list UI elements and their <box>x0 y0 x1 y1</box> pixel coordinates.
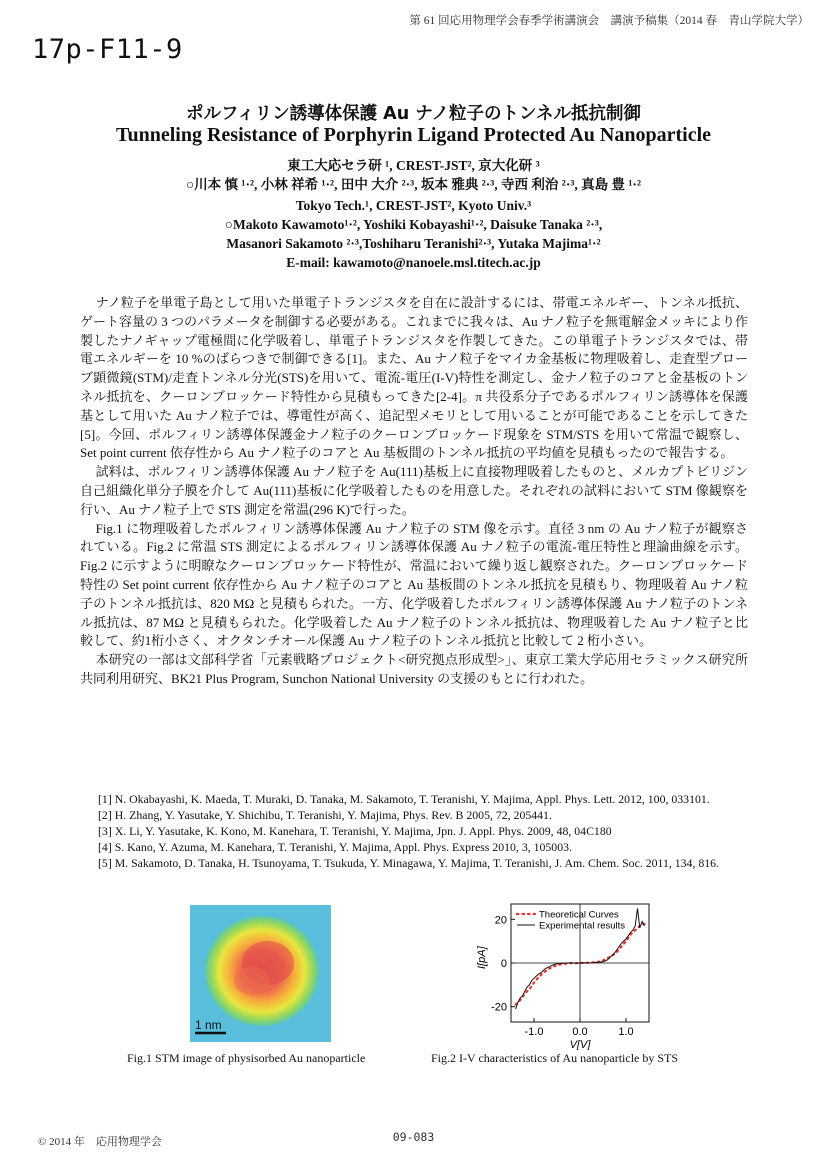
stm-image <box>190 905 331 1042</box>
reference-item: [2] H. Zhang, Y. Yasutake, Y. Shichibu, T. Teranishi, Y. Majima, Phys. Rev. B 2005, 72, 205441. <box>98 808 552 822</box>
iv-chart-figure <box>455 900 655 1050</box>
reference-item: [5] M. Sakamoto, D. Tanaka, H. Tsunoyama, T. Tsukuda, Y. Minagawa, Y. Majima, T. Teranishi, J. Am. Chem. Soc. 2011, 134, 816. <box>98 856 720 870</box>
figure1-caption: Fig.1 STM image of physisorbed Au nanoparticle <box>127 1051 366 1065</box>
authors-japanese: ○川本 慎 ¹·², 小林 祥希 ¹·², 田中 大介 ²·³, 坂本 雅典 ²·³, 寺西 利治 ²·³, 真島 豊 ¹·² <box>186 177 641 192</box>
reference-item: [3] X. Li, Y. Yasutake, K. Kono, M. Kanehara, T. Teranishi, Y. Majima, Jpn. J. Appl. Phys. 2009, 48, 04C180 <box>98 824 612 838</box>
y-tick-label: 20 <box>494 914 507 927</box>
paragraph: Fig.1 に物理吸着したポルフィリン誘導体保護 Au ナノ粒子の STM 像を示す。直径 3 nm の Au ナノ粒子が観察されている。Fig.2 に常温 STS 測定によるポルフィリン誘導体保護 Au ナノ粒子の電流-電圧特性と理論曲線を示す。Fig.2 に示すように明瞭なクーロンブロッケード特性が、常温において繰り返し観察された。クーロンブロッケード特性の Set point current 依存性から Au ナノ粒子のコアと Au 基板間のトンネル抵抗を見積もり、物理吸着 Au ナノ粒子のトンネル抵抗は、820 MΩ と見積もられた。一方、化学吸着したポルフィリン誘導体保護 Au ナノ粒子のトンネル抵抗は、87 MΩ と見積もられた。化学吸着した Au ナノ粒子のトンネル抵抗は、物理吸着した Au ナノ粒子と比較して、約1桁小さく、オクタンチオール保護 Au ナノ粒子のトンネル抵抗と比較して 2 桁小さい。 <box>80 520 748 649</box>
y-tick-label: 0 <box>500 958 507 970</box>
paragraph: 試料は、ポルフィリン誘導体保護 Au ナノ粒子を Au(111)基板上に直接物理吸着したものと、メルカプトビリジン自己組織化単分子膜を介して Au(111)基板に化学吸着したものを用意した。それぞれの試料において STM 像観察を行い、Au ナノ粒子上で STS 測定を常温(296 K)で行った。 <box>80 464 748 517</box>
x-tick-label: -1.0 <box>524 1026 544 1038</box>
affiliations-japanese: 東工大応セラ研 ¹, CREST-JST², 京大化研 ³ <box>287 158 540 173</box>
stm-image-figure <box>190 905 331 1042</box>
affiliations-english: Tokyo Tech.¹, CREST-JST², Kyoto Univ.³ <box>295 198 532 213</box>
authors-english-line1: ○Makoto Kawamoto¹·², Yoshiki Kobayashi¹·², Daisuke Tanaka ²·³, <box>224 217 603 232</box>
body-text <box>80 294 748 689</box>
x-tick-label: 1.0 <box>618 1026 634 1038</box>
email-address: E-mail: kawamoto@nanoele.msl.titech.ac.jp <box>286 255 541 270</box>
y-axis-label: I[pA] <box>476 946 488 969</box>
y-tick-label: -20 <box>491 1001 507 1014</box>
scale-bar-label: 1 nm <box>195 1018 222 1032</box>
x-tick-label: 0.0 <box>572 1026 588 1038</box>
paper-code: 17p-F11-9 <box>32 34 183 65</box>
reference-item: [4] S. Kano, Y. Azuma, M. Kanehara, T. Teranishi, Y. Majima, Appl. Phys. Express 2010, 3, 105003. <box>98 840 572 854</box>
authors-english-line2: Masanori Sakamoto ²·³,Toshiharu Teranishi²·³, Yutaka Majima¹·² <box>226 236 601 251</box>
iv-chart <box>455 900 655 1050</box>
reference-item: [1] N. Okabayashi, K. Maeda, T. Muraki, D. Tanaka, M. Sakamoto, T. Teranishi, Y. Majima, Appl. Phys. Lett. 2012, 100, 033101. <box>98 792 710 806</box>
x-axis-label: V[V] <box>569 1039 591 1050</box>
title-japanese: ポルフィリン誘導体保護 Au ナノ粒子のトンネル抵抗制御 <box>185 104 642 124</box>
figure2-caption: Fig.2 I-V characteristics of Au nanoparticle by STS <box>431 1051 679 1065</box>
page-number: 09-083 <box>392 1130 435 1144</box>
paragraph: ナノ粒子を単電子島として用いた単電子トランジスタを自在に設計するには、帯電エネルギー、トンネル抵抗、ゲート容量の 3 つのパラメータを制御する必要がある。これまでに我々は、Au ナノ粒子を無電解金メッキにより作製したナノギャップ電極間に化学吸着し、単電子トランジスタを作製してきた。この単電子トランジスタでは、帯電エネルギーを 10 %のばらつきで制御できる[1]。また、Au ナノ粒子をマイカ金基板に物理吸着し、走査型プローブ顕微鏡(STM)/走査トンネル分光(STS)を用いて、電流-電圧(I-V)特性を測定し、金ナノ粒子のコアと金基板のトンネル抵抗を、クーロンブロッケード特性から見積もってきた[2-4]。π 共役系分子であるポルフィリン誘導体を保護基として用いた Au ナノ粒子では、導電性が高く、追記型メモリとして用いることが可能であることを示してきた[5]。今回、ポルフィリン誘導体保護金ナノ粒子のクーロンブロッケード現象を STM/STS を用いて常温で観察し、Set point current 依存性から Au ナノ粒子のコアと Au 基板間のトンネル抵抗の平均値を見積もったので報告する。 <box>80 295 748 461</box>
conference-header: 第 61 回応用物理学会春季学術講演会 講演予稿集（2014 春 青山学院大学） <box>409 15 809 27</box>
legend-label: Experimental results <box>539 920 626 932</box>
copyright: © 2014 年 応用物理学会 <box>38 1136 162 1148</box>
paragraph: 本研究の一部は文部科学省「元素戦略プロジェクト<研究拠点形成型>」、東京工業大学応用セラミックス研究所共同利用研究、BK21 Plus Program, Sunchon National University の支援のもとに行われた。 <box>80 652 748 686</box>
legend-label: Theoretical Curves <box>539 909 619 921</box>
reference-list <box>98 791 750 871</box>
title-english: Tunneling Resistance of Porphyrin Ligand Protected Au Nanoparticle <box>115 124 712 146</box>
